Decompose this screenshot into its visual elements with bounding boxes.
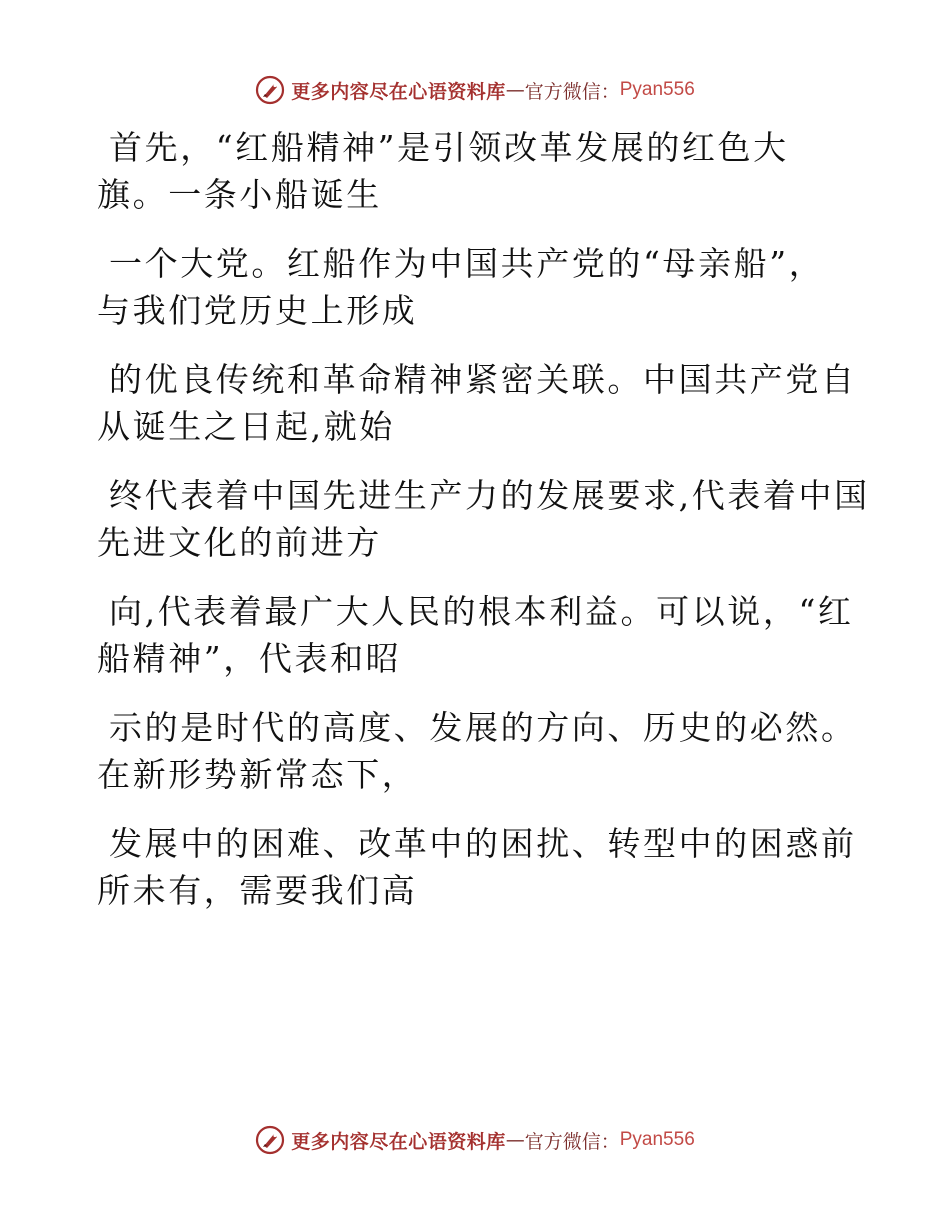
watermark-wechat-id: Pyan556 [619, 79, 695, 100]
header-watermark [0, 70, 950, 110]
document-body [97, 124, 897, 936]
text-line: 示的是时代的高度、发展的方向、历史的必然。 [109, 708, 857, 747]
watermark-wechat-id: Pyan556 [619, 1129, 695, 1150]
paragraph [97, 124, 897, 218]
footer-watermark [0, 1120, 950, 1160]
paragraph [97, 240, 897, 334]
watermark-label: 官方微信： [524, 1130, 620, 1153]
watermark-label: 官方微信： [524, 80, 620, 103]
text-line: 的优良传统和革命精神紧密关联。中国共产党自 [109, 360, 857, 399]
paragraph [97, 356, 897, 450]
text-line: 终代表着中国先进生产力的发展要求,代表着中国 [109, 476, 870, 515]
text-line: 船精神”，代表和昭 [97, 639, 402, 678]
paragraph [97, 588, 897, 682]
paragraph [97, 820, 897, 914]
text-line: 首先，“红船精神”是引领改革发展的红色大 [109, 128, 789, 167]
text-line: 从诞生之日起,就始 [97, 407, 395, 446]
text-line: 向,代表着最广大人民的根本利益。可以说，“红 [109, 592, 854, 631]
text-line: 与我们党历史上形成 [97, 291, 418, 330]
watermark-brand: 更多内容尽在心语资料库 [291, 80, 506, 103]
paragraph [97, 472, 897, 566]
text-line: 先进文化的前进方 [97, 523, 382, 562]
text-line: 在新形势新常态下， [97, 755, 418, 794]
watermark-brand: 更多内容尽在心语资料库 [291, 1130, 506, 1153]
watermark-dash: — [505, 79, 525, 101]
fountain-pen-logo-icon [255, 1125, 285, 1155]
text-line: 发展中的困难、改革中的困扰、转型中的困惑前 [109, 824, 857, 863]
text-line: 一个大党。红船作为中国共产党的“母亲船”， [109, 244, 825, 283]
text-line: 旗。一条小船诞生 [97, 175, 382, 214]
text-line: 所未有，需要我们高 [97, 871, 418, 910]
watermark-dash: — [505, 1129, 525, 1151]
paragraph [97, 704, 897, 798]
fountain-pen-logo-icon [255, 75, 285, 105]
